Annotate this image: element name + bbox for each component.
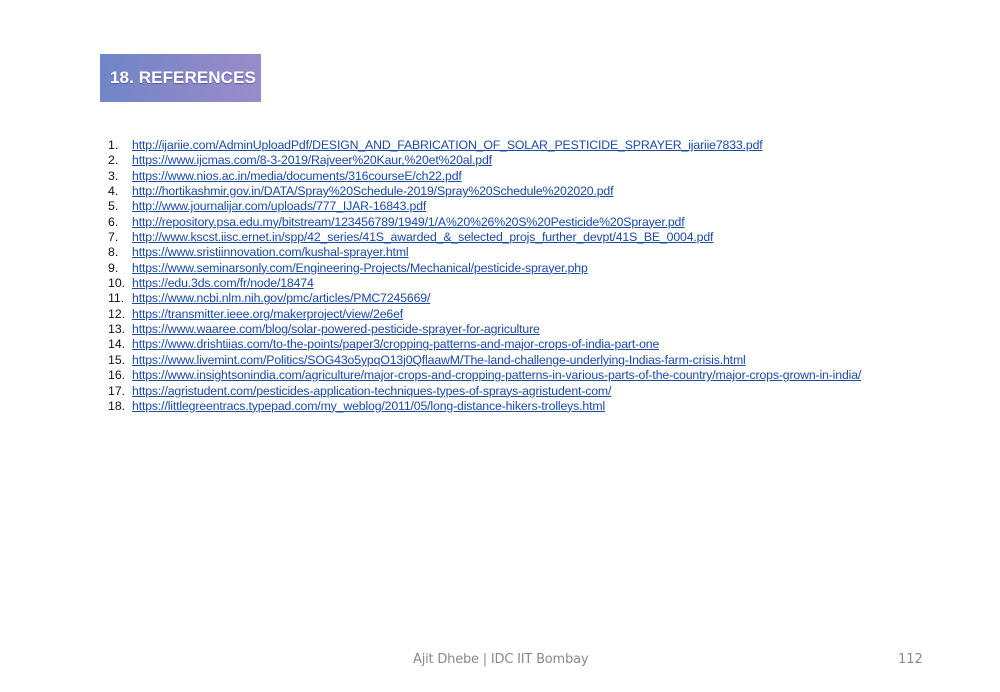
page-number: 112 — [898, 652, 923, 667]
reference-item — [108, 261, 861, 276]
reference-number: 10. — [108, 276, 126, 291]
reference-link[interactable]: https://www.ncbi.nlm.nih.gov/pmc/articles/PMC7245669/ — [132, 291, 431, 306]
reference-link[interactable]: https://www.ijcmas.com/8-3-2019/Rajveer%20Kaur,%20et%20al.pdf — [132, 153, 492, 168]
reference-number: 17. — [108, 383, 126, 398]
reference-number: 7. — [108, 230, 119, 245]
reference-item — [108, 184, 861, 199]
reference-number: 5. — [108, 199, 119, 214]
reference-link[interactable]: http://repository.psa.edu.my/bitstream/123456789/1949/1/A%20%26%20S%20Pesticide%20Sprayer.pdf — [132, 214, 685, 229]
reference-link[interactable]: https://www.insightsonindia.com/agriculture/major-crops-and-cropping-patterns-in-various-parts-of-the-country/major-crops-grown-in-india/ — [132, 368, 862, 383]
section-heading: 18. REFERENCES — [110, 68, 256, 87]
reference-item — [108, 215, 861, 230]
reference-link[interactable]: http://ijariie.com/AdminUploadPdf/DESIGN_AND_FABRICATION_OF_SOLAR_PESTICIDE_SPRAYER_ijariie7833.pdf — [132, 138, 763, 152]
reference-number: 3. — [108, 168, 119, 183]
reference-item — [108, 307, 861, 322]
reference-item — [108, 337, 861, 352]
reference-link[interactable]: https://www.nios.ac.in/media/documents/316courseE/ch22.pdf — [132, 168, 462, 183]
reference-link[interactable]: https://www.livemint.com/Politics/SOG43o5ypqO13j0QflaawM/The-land-challenge-underlying-Indias-farm-crisis.html — [132, 352, 746, 367]
section-heading-banner — [100, 54, 261, 102]
reference-item — [108, 368, 861, 383]
reference-item — [108, 153, 861, 168]
reference-number: 8. — [108, 245, 119, 260]
reference-item — [108, 384, 861, 399]
reference-number: 1. — [108, 138, 119, 152]
references-list — [108, 138, 861, 414]
reference-item — [108, 199, 861, 214]
reference-link[interactable]: http://www.kscst.iisc.ernet.in/spp/42_series/41S_awarded_&_selected_projs_further_devpt/41S_BE_0004.pdf — [132, 230, 714, 245]
reference-item — [108, 230, 861, 245]
reference-link[interactable]: https://www.drishtiias.com/to-the-points/paper3/cropping-patterns-and-major-crops-of-india-part-one — [132, 337, 660, 352]
reference-link[interactable]: https://transmitter.ieee.org/makerproject/view/2e6ef — [132, 306, 404, 321]
reference-link[interactable]: https://edu.3ds.com/fr/node/18474 — [132, 276, 314, 291]
reference-item — [108, 138, 861, 153]
reference-number: 15. — [108, 352, 126, 367]
reference-number: 11. — [108, 291, 125, 306]
reference-number: 2. — [108, 153, 119, 168]
reference-item — [108, 276, 861, 291]
reference-item — [108, 322, 861, 337]
reference-number: 4. — [108, 184, 119, 199]
reference-number: 18. — [108, 398, 126, 413]
reference-number: 16. — [108, 368, 126, 383]
reference-link[interactable]: https://agristudent.com/pesticides-application-techniques-types-of-sprays-agristudent-com/ — [132, 383, 612, 398]
reference-number: 13. — [108, 322, 126, 337]
reference-number: 12. — [108, 306, 126, 321]
reference-link[interactable]: https://www.seminarsonly.com/Engineering-Projects/Mechanical/pesticide-sprayer.php — [132, 260, 588, 275]
reference-item — [108, 169, 861, 184]
reference-number: 14. — [108, 337, 126, 352]
reference-item — [108, 291, 861, 306]
reference-number: 9. — [108, 260, 119, 275]
reference-item — [108, 245, 861, 260]
reference-item — [108, 399, 861, 414]
reference-link[interactable]: http://www.journalijar.com/uploads/777_IJAR-16843.pdf — [132, 199, 427, 214]
footer-author-line: Ajit Dhebe | IDC IIT Bombay — [413, 652, 589, 667]
reference-link[interactable]: https://www.waaree.com/blog/solar-powered-pesticide-sprayer-for-agriculture — [132, 322, 540, 337]
reference-item — [108, 353, 861, 368]
reference-link[interactable]: http://hortikashmir.gov.in/DATA/Spray%20Schedule-2019/Spray%20Schedule%202020.pdf — [132, 184, 614, 199]
reference-link[interactable]: https://www.sristiinnovation.com/kushal-sprayer.html — [132, 245, 409, 260]
reference-link[interactable]: https://littlegreentracs.typepad.com/my_weblog/2011/05/long-distance-hikers-trolleys.html — [132, 398, 606, 413]
reference-number: 6. — [108, 214, 119, 229]
